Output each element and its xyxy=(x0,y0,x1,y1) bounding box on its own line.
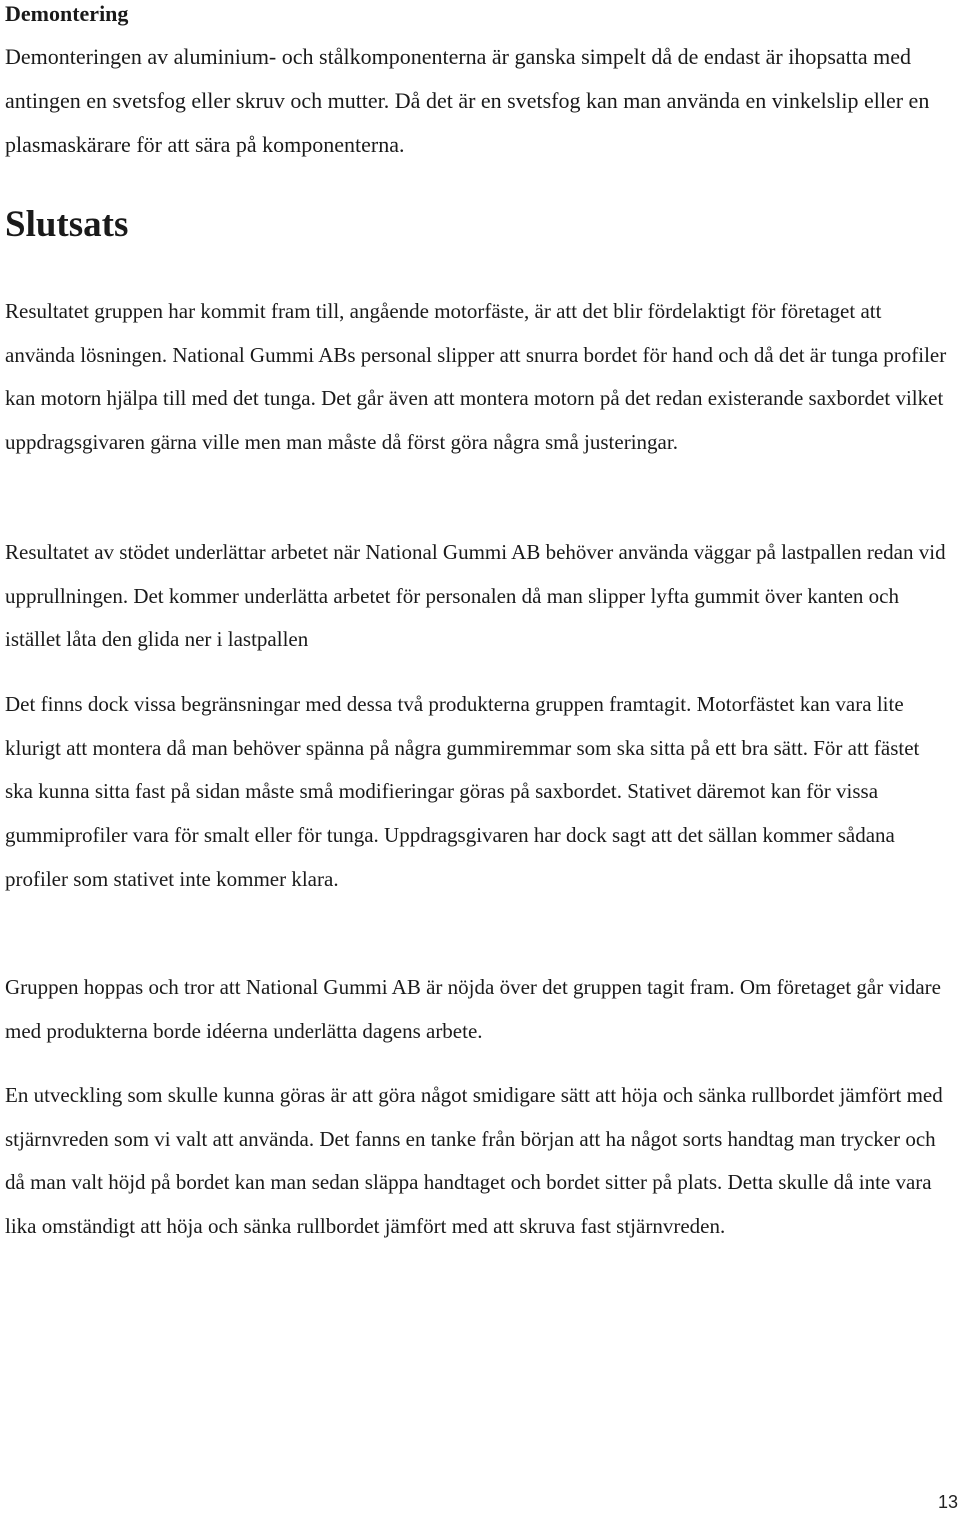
slutsats-paragraph-5: En utveckling som skulle kunna göras är att göra något smidigare sätt att höja och sänka rullbordet jämfört med stjärnvreden som vi valt att använda. Det fanns en tanke från början att ha något sorts handtag man trycker och då man valt höjd på bordet kan man sedan släppa handtaget och bordet sitter på plats. Detta skulle då inte vara lika omständigt att höja och sänka rullbordet jämfört med att skruva fast stjärnvreden. xyxy=(5,1083,943,1239)
section-heading-slutsats: Slutsats xyxy=(5,204,129,245)
section-heading-demontering: Demontering xyxy=(5,1,129,26)
slutsats-paragraph-4: Gruppen hoppas och tror att National Gummi AB är nöjda över det gruppen tagit fram. Om företaget går vidare med produkterna borde idéerna underlätta dagens arbete. xyxy=(5,975,941,1043)
page-number: 13 xyxy=(937,1492,958,1512)
slutsats-paragraph-1: Resultatet gruppen har kommit fram till, angående motorfäste, är att det blir fördelaktigt för företaget att använda lösningen. National Gummi ABs personal slipper att snurra bordet för hand och då det är tunga profiler kan motorn hjälpa till med det tunga. Det går även att montera motorn på det redan existerande saxbordet vilket uppdragsgivaren gärna ville men man måste då först göra några små justeringar. xyxy=(5,299,947,455)
slutsats-paragraph-3: Det finns dock vissa begränsningar med dessa två produkterna gruppen framtagit. Motorfästet kan vara lite klurigt att montera då man behöver spänna på några gummiremmar som ska sitta på ett bra sätt. För att fästet ska kunna sitta fast på sidan måste små modifieringar göras på saxbordet. Stativet däremot kan för vissa gummiprofiler vara för smalt eller för tunga. Uppdragsgivaren har dock sagt att det sällan kommer sådana profiler som stativet inte kommer klara. xyxy=(5,692,920,891)
demontering-paragraph: Demonteringen av aluminium- och stålkomponenterna är ganska simpelt då de endast är ihopsatta med antingen en svetsfog eller skruv och mutter. Då det är en svetsfog kan man använda en vinkelslip eller en plasmaskärare för att sära på komponenterna. xyxy=(5,44,930,157)
slutsats-paragraph-2: Resultatet av stödet underlättar arbetet när National Gummi AB behöver använda väggar på lastpallen redan vid upprullningen. Det kommer underlätta arbetet för personalen då man slipper lyfta gummit över kanten och istället låta den glida ner i lastpallen xyxy=(5,540,946,652)
